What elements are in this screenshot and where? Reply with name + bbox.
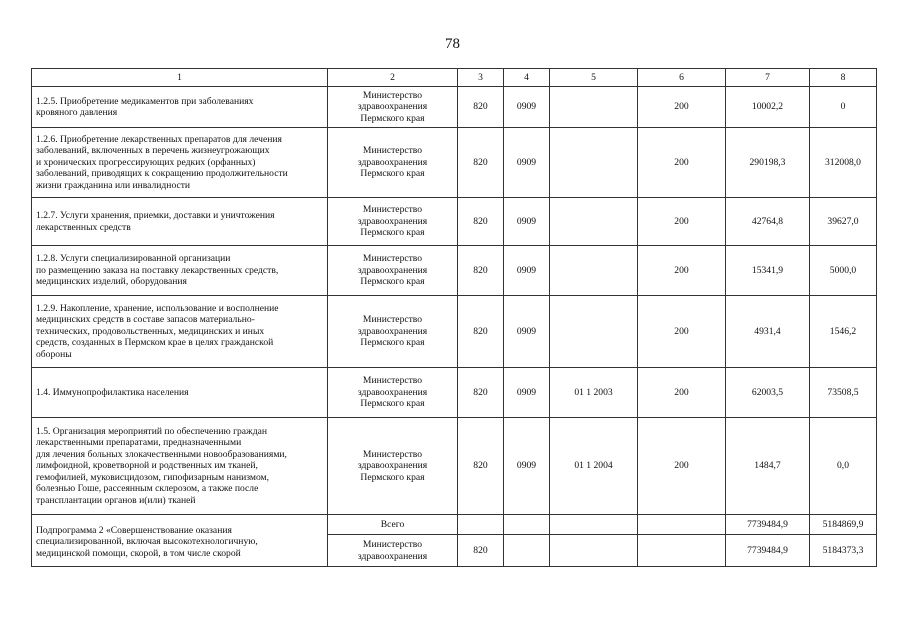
subprogram-total-empty-5 <box>550 515 638 535</box>
subprogram-ministry-empty-4 <box>504 535 550 567</box>
row-value-7: 4931,4 <box>726 296 810 368</box>
table-row <box>32 418 877 515</box>
row-ministry: Министерство здравоохранения Пермского края <box>328 128 458 198</box>
row-ministry: Министерство здравоохранения Пермского края <box>328 368 458 418</box>
row-code-6: 200 <box>638 368 726 418</box>
subprogram-total-empty-4 <box>504 515 550 535</box>
row-value-7: 42764,8 <box>726 198 810 246</box>
table-row <box>32 198 877 246</box>
column-header-2: 2 <box>328 69 458 87</box>
column-header-3: 3 <box>458 69 504 87</box>
row-description: 1.2.7. Услуги хранения, приемки, доставки и уничтожения лекарственных средств <box>32 198 328 246</box>
column-header-6: 6 <box>638 69 726 87</box>
row-ministry: Министерство здравоохранения Пермского края <box>328 198 458 246</box>
row-description: 1.4. Иммунопрофилактика населения <box>32 368 328 418</box>
row-code-5 <box>550 87 638 128</box>
budget-table <box>31 68 877 567</box>
row-code-3: 820 <box>458 296 504 368</box>
column-header-7: 7 <box>726 69 810 87</box>
row-description: 1.5. Организация мероприятий по обеспечению граждан лекарственными препаратами, предназначенными для лечения больных злокачественными новообразованиями, лимфоидной, кроветворной и родственных им тканей, гемофилией, муковисцидозом, гипофизарным нанизмом, болезнью Гоше, рассеянным склерозом, а также после трансплантации органов и(или) тканей <box>32 418 328 515</box>
row-value-7: 1484,7 <box>726 418 810 515</box>
row-value-7: 10002,2 <box>726 87 810 128</box>
subprogram-ministry: Министерство здравоохранения <box>328 535 458 567</box>
subprogram-ministry-code-3: 820 <box>458 535 504 567</box>
row-code-4: 0909 <box>504 296 550 368</box>
row-code-4: 0909 <box>504 87 550 128</box>
row-code-5 <box>550 246 638 296</box>
subprogram-total-value-8: 5184869,9 <box>810 515 877 535</box>
subprogram-ministry-empty-5 <box>550 535 638 567</box>
column-header-8: 8 <box>810 69 877 87</box>
row-code-6: 200 <box>638 128 726 198</box>
subprogram-total-label: Всего <box>328 515 458 535</box>
row-code-5: 01 1 2004 <box>550 418 638 515</box>
row-value-8: 0 <box>810 87 877 128</box>
row-code-4: 0909 <box>504 418 550 515</box>
row-code-6: 200 <box>638 87 726 128</box>
subprogram-ministry-value-7: 7739484,9 <box>726 535 810 567</box>
row-code-3: 820 <box>458 418 504 515</box>
table-row <box>32 87 877 128</box>
row-description: 1.2.5. Приобретение медикаментов при заболеваниях кровяного давления <box>32 87 328 128</box>
header-row <box>32 69 877 87</box>
row-value-7: 290198,3 <box>726 128 810 198</box>
row-code-4: 0909 <box>504 368 550 418</box>
row-value-8: 39627,0 <box>810 198 877 246</box>
row-code-5: 01 1 2003 <box>550 368 638 418</box>
row-code-3: 820 <box>458 246 504 296</box>
row-code-6: 200 <box>638 418 726 515</box>
subprogram-description: Подпрограмма 2 «Совершенствование оказания специализированной, включая высокотехнологичную, медицинской помощи, скорой, в том числе скорой <box>32 515 328 567</box>
row-code-6: 200 <box>638 198 726 246</box>
row-value-8: 312008,0 <box>810 128 877 198</box>
row-code-6: 200 <box>638 246 726 296</box>
row-ministry: Министерство здравоохранения Пермского края <box>328 296 458 368</box>
row-value-8: 0,0 <box>810 418 877 515</box>
page-number: 78 <box>445 36 460 52</box>
subprogram-total-empty-6 <box>638 515 726 535</box>
table-row <box>32 246 877 296</box>
row-code-5 <box>550 296 638 368</box>
row-code-3: 820 <box>458 198 504 246</box>
row-ministry: Министерство здравоохранения Пермского края <box>328 418 458 515</box>
column-header-4: 4 <box>504 69 550 87</box>
row-ministry: Министерство здравоохранения Пермского края <box>328 246 458 296</box>
row-ministry: Министерство здравоохранения Пермского края <box>328 87 458 128</box>
table-row <box>32 128 877 198</box>
row-code-3: 820 <box>458 368 504 418</box>
row-code-5 <box>550 128 638 198</box>
row-code-4: 0909 <box>504 198 550 246</box>
row-code-5 <box>550 198 638 246</box>
row-code-4: 0909 <box>504 246 550 296</box>
row-description: 1.2.8. Услуги специализированной организации по размещению заказа на поставку лекарственных средств, медицинских изделий, оборудования <box>32 246 328 296</box>
row-description: 1.2.9. Накопление, хранение, использование и восполнение медицинских средств в составе запасов материально- технических, продовольственных, медицинских и иных средств, созданных в Пермском крае в целях гражданской обороны <box>32 296 328 368</box>
row-value-8: 1546,2 <box>810 296 877 368</box>
subprogram-total-empty-3 <box>458 515 504 535</box>
row-description: 1.2.6. Приобретение лекарственных препаратов для лечения заболеваний, включенных в перечень жизнеугрожающих и хронических прогрессирующих редких (орфанных) заболеваний, приводящих к сокращению продолжительности жизни гражданина или инвалидности <box>32 128 328 198</box>
row-value-8: 5000,0 <box>810 246 877 296</box>
row-value-7: 62003,5 <box>726 368 810 418</box>
row-code-3: 820 <box>458 87 504 128</box>
subprogram-total-row <box>32 515 877 535</box>
column-header-5: 5 <box>550 69 638 87</box>
row-value-7: 15341,9 <box>726 246 810 296</box>
row-code-3: 820 <box>458 128 504 198</box>
subprogram-total-value-7: 7739484,9 <box>726 515 810 535</box>
subprogram-ministry-value-8: 5184373,3 <box>810 535 877 567</box>
row-code-6: 200 <box>638 296 726 368</box>
table-row <box>32 296 877 368</box>
row-value-8: 73508,5 <box>810 368 877 418</box>
table-row <box>32 368 877 418</box>
subprogram-ministry-empty-6 <box>638 535 726 567</box>
row-code-4: 0909 <box>504 128 550 198</box>
column-header-1: 1 <box>32 69 328 87</box>
